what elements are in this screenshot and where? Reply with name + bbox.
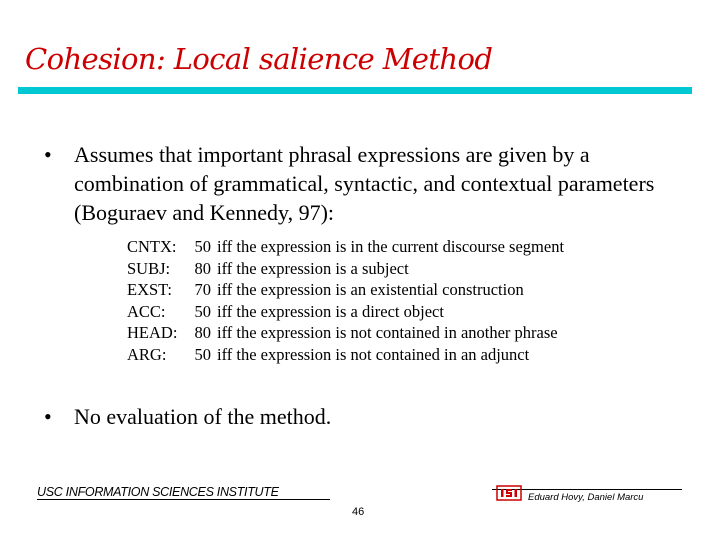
bullet-item — [44, 402, 684, 431]
parameter-description: iff the expression is not contained in another phrase — [217, 323, 558, 342]
title-underline — [18, 87, 692, 94]
parameter-list — [127, 236, 564, 365]
parameter-row — [127, 301, 564, 323]
parameter-row — [127, 236, 564, 258]
parameter-description: iff the expression is not contained in an adjunct — [217, 344, 530, 364]
parameter-description: iff the expression is a direct object — [217, 301, 444, 321]
parameter-name: SUBJ: — [127, 258, 171, 278]
parameter-name: ACC: — [127, 301, 166, 321]
bullet-item — [44, 140, 684, 227]
parameter-row — [127, 344, 564, 366]
page-number: 46 — [352, 506, 365, 518]
parameter-name: HEAD: — [127, 323, 178, 342]
bullet-marker: • — [44, 404, 52, 429]
bullet-marker: • — [44, 142, 52, 167]
bullet-text: Assumes that important phrasal expressions are given by a combination of grammatical, syntactic, and contextual parameters (Boguraev and Kennedy, 97): — [74, 142, 655, 225]
slide-title: Cohesion: Local salience Method — [25, 42, 493, 76]
parameter-value: 70 — [194, 280, 211, 299]
parameter-value: 50 — [194, 344, 211, 364]
footer-authors: Eduard Hovy, Daniel Marcu — [528, 492, 644, 503]
parameter-value: 80 — [194, 323, 211, 342]
footer-divider — [37, 499, 330, 500]
parameter-name: CNTX: — [127, 237, 177, 256]
footer-institute: USC INFORMATION SCIENCES INSTITUTE — [37, 485, 279, 499]
bullet-text: No evaluation of the method. — [74, 404, 332, 429]
parameter-name: ARG: — [127, 344, 167, 364]
isi-logo-icon — [496, 485, 522, 501]
parameter-description: iff the expression is a subject — [217, 258, 409, 278]
parameter-value: 50 — [194, 301, 211, 321]
parameter-row — [127, 279, 564, 301]
parameter-value: 80 — [194, 258, 211, 278]
parameter-name: EXST: — [127, 280, 173, 299]
parameter-description: iff the expression is an existential construction — [217, 280, 524, 299]
parameter-description: iff the expression is in the current discourse segment — [217, 237, 565, 256]
parameter-row — [127, 258, 564, 280]
parameter-row — [127, 322, 564, 344]
parameter-value: 50 — [194, 237, 211, 256]
